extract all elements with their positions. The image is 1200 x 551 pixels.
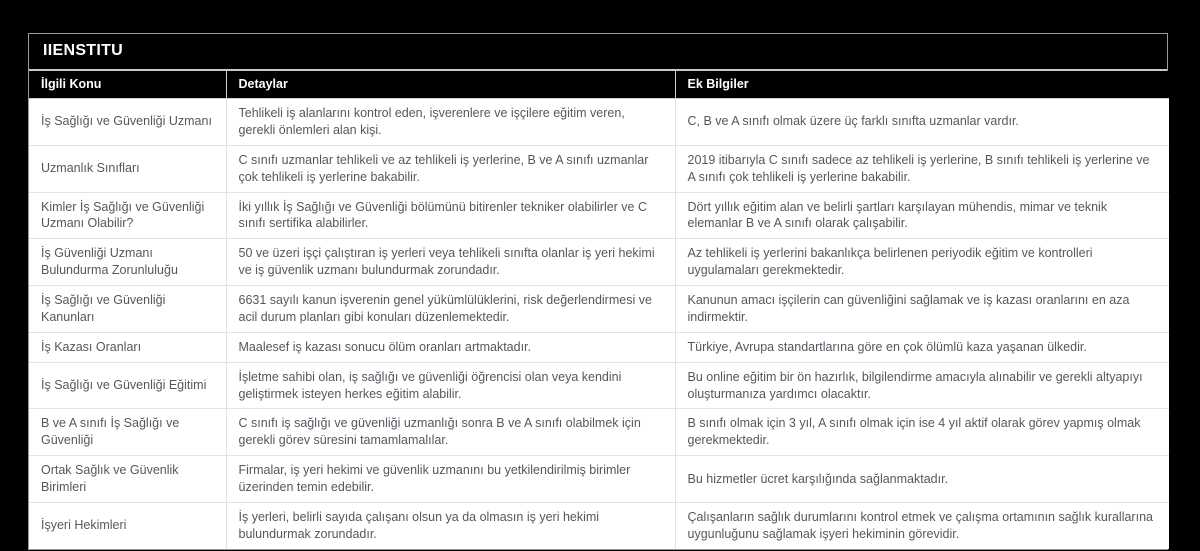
column-header-ilgili-konu: İlgili Konu <box>29 71 226 99</box>
cell-konu: İşyeri Hekimleri <box>29 502 226 548</box>
cell-konu: Uzmanlık Sınıfları <box>29 145 226 192</box>
cell-detay: İşletme sahibi olan, iş sağlığı ve güvenliği öğrencisi olan veya kendini geliştirmek isteyen herkes eğitim alabilir. <box>226 362 675 409</box>
cell-detay: 6631 sayılı kanun işverenin genel yükümlülüklerini, risk değerlendirmesi ve acil durum planları gibi konuları düzenlemektedir. <box>226 286 675 333</box>
column-header-ek-bilgiler: Ek Bilgiler <box>675 71 1169 99</box>
table-row <box>29 99 1169 146</box>
info-table <box>29 71 1169 549</box>
table-row <box>29 332 1169 362</box>
cell-ek: Bu hizmetler ücret karşılığında sağlanmaktadır. <box>675 456 1169 503</box>
cell-konu: Kimler İş Sağlığı ve Güvenliği Uzmanı Olabilir? <box>29 192 226 239</box>
cell-ek: C, B ve A sınıfı olmak üzere üç farklı sınıfta uzmanlar vardır. <box>675 99 1169 146</box>
table-row <box>29 239 1169 286</box>
cell-ek: B sınıfı olmak için 3 yıl, A sınıfı olmak için ise 4 yıl aktif olarak görev yapmış olmak gerekmektedir. <box>675 409 1169 456</box>
cell-detay: C sınıfı uzmanlar tehlikeli ve az tehlikeli iş yerlerine, B ve A sınıfı uzmanlar çok tehlikeli iş yerlerine bakabilir. <box>226 145 675 192</box>
cell-detay: C sınıfı iş sağlığı ve güvenliği uzmanlığı sonra B ve A sınıfı olabilmek için gerekli görev süresini tamamlamalılar. <box>226 409 675 456</box>
table-row <box>29 502 1169 548</box>
cell-konu: İş Sağlığı ve Güvenliği Eğitimi <box>29 362 226 409</box>
table-row <box>29 286 1169 333</box>
table-row <box>29 145 1169 192</box>
table-row <box>29 362 1169 409</box>
cell-ek: Az tehlikeli iş yerlerini bakanlıkça belirlenen periyodik eğitim ve kontrolleri uygulamaları gerekmektedir. <box>675 239 1169 286</box>
cell-detay: Tehlikeli iş alanlarını kontrol eden, işverenlere ve işçilere eğitim veren, gerekli önlemleri alan kişi. <box>226 99 675 146</box>
page-title: IIENSTITU <box>29 34 1167 71</box>
cell-konu: İş Sağlığı ve Güvenliği Kanunları <box>29 286 226 333</box>
content-panel <box>28 33 1168 550</box>
table-header-row <box>29 71 1169 99</box>
cell-detay: Firmalar, iş yeri hekimi ve güvenlik uzmanını bu yetkilendirilmiş birimler üzerinden temin edebilir. <box>226 456 675 503</box>
table-row <box>29 409 1169 456</box>
cell-ek: Dört yıllık eğitim alan ve belirli şartları karşılayan mühendis, mimar ve teknik elemanlar B ve A sınıfı olarak çalışabilir. <box>675 192 1169 239</box>
cell-ek: Kanunun amacı işçilerin can güvenliğini sağlamak ve iş kazası oranlarını en aza indirmektir. <box>675 286 1169 333</box>
cell-ek: Türkiye, Avrupa standartlarına göre en çok ölümlü kaza yaşanan ülkedir. <box>675 332 1169 362</box>
cell-konu: İş Kazası Oranları <box>29 332 226 362</box>
column-header-detaylar: Detaylar <box>226 71 675 99</box>
cell-detay: İki yıllık İş Sağlığı ve Güvenliği bölümünü bitirenler tekniker olabilirler ve C sınıfı sertifika alabilirler. <box>226 192 675 239</box>
table-body <box>29 99 1169 549</box>
table-header <box>29 71 1169 99</box>
cell-konu: İş Güvenliği Uzmanı Bulundurma Zorunluluğu <box>29 239 226 286</box>
cell-ek: 2019 itibarıyla C sınıfı sadece az tehlikeli iş yerlerine, B sınıfı tehlikeli iş yerlerine ve A sınıfı çok tehlikeli iş yerlerine bakabilir. <box>675 145 1169 192</box>
cell-ek: Bu online eğitim bir ön hazırlık, bilgilendirme amacıyla alınabilir ve gerekli altyapıyı oluşturmanıza yardımcı olacaktır. <box>675 362 1169 409</box>
cell-detay: İş yerleri, belirli sayıda çalışanı olsun ya da olmasın iş yeri hekimi bulundurmak zorundadır. <box>226 502 675 548</box>
table-row <box>29 192 1169 239</box>
cell-konu: Ortak Sağlık ve Güvenlik Birimleri <box>29 456 226 503</box>
cell-konu: B ve A sınıfı İş Sağlığı ve Güvenliği <box>29 409 226 456</box>
cell-detay: Maalesef iş kazası sonucu ölüm oranları artmaktadır. <box>226 332 675 362</box>
table-row <box>29 456 1169 503</box>
cell-konu: İş Sağlığı ve Güvenliği Uzmanı <box>29 99 226 146</box>
cell-detay: 50 ve üzeri işçi çalıştıran iş yerleri veya tehlikeli sınıfta olanlar iş yeri hekimi ve iş güvenlik uzmanı bulundurmak zorundadır. <box>226 239 675 286</box>
cell-ek: Çalışanların sağlık durumlarını kontrol etmek ve çalışma ortamının sağlık kurallarına uygunluğunu sağlamak işyeri hekiminin görevidir. <box>675 502 1169 548</box>
